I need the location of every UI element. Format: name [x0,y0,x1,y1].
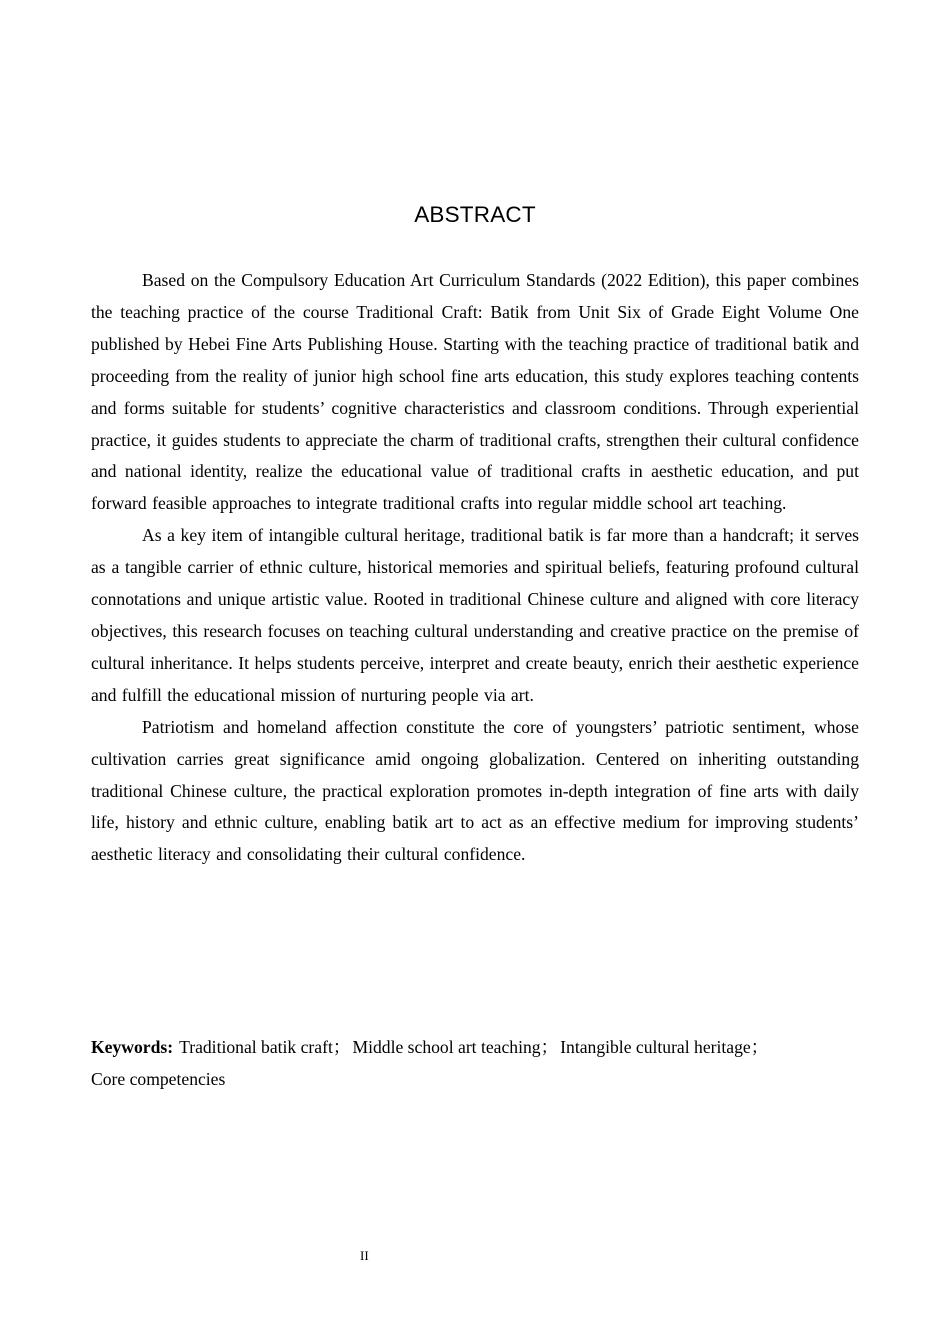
abstract-paragraph-1: Based on the Compulsory Education Art Curriculum Standards (2022 Edition), this paper combines the teaching practice of the course Traditional Craft: Batik from Unit Six of Grade Eight Volume One published by Hebei Fine Arts Publishing House. Starting with the teaching practice of traditional batik and proceeding from the reality of junior high school fine arts education, this study explores teaching contents and forms suitable for students’ cognitive characteristics and classroom conditions. Through experiential practice, it guides students to appreciate the charm of traditional crafts, strengthen their cultural confidence and national identity, realize the educational value of traditional crafts in aesthetic education, and put forward feasible approaches to integrate traditional crafts into regular middle school art teaching. [91,270,859,514]
abstract-paragraph-2: As a key item of intangible cultural heritage, traditional batik is far more than a handcraft; it serves as a tangible carrier of ethnic culture, historical memories and spiritual beliefs, featuring profound cultural connotations and unique artistic value. Rooted in traditional Chinese culture and aligned with core literacy objectives, this research focuses on teaching cultural understanding and creative practice on the premise of cultural inheritance. It helps students perceive, interpret and create beauty, enrich their aesthetic experience and fulfill the educational mission of nurturing people via art. [91,525,859,705]
abstract-body [91,265,859,871]
keyword-3: Intangible cultural heritage [560,1037,751,1057]
keywords-line [91,1031,859,1095]
page-number: II [360,1248,369,1263]
keyword-separator: ； [750,1037,769,1057]
keyword-separator: ； [540,1037,559,1057]
abstract-paragraph-3: Patriotism and homeland affection constitute the core of youngsters’ patriotic sentiment, whose cultivation carries great significance amid ongoing globalization. Centered on inheriting outstanding traditional Chinese culture, the practical exploration promotes in-depth integration of fine arts with daily life, history and ethnic culture, enabling batik art to act as an effective medium for improving students’ aesthetic literacy and consolidating their cultural confidence. [91,716,859,865]
abstract-title: ABSTRACT [414,202,536,227]
keyword-separator: ； [332,1037,351,1057]
keyword-4: Core competencies [91,1069,226,1089]
keyword-2: Middle school art teaching [352,1037,541,1057]
keywords-label: Keywords: [91,1037,174,1057]
keyword-1: Traditional batik craft [179,1037,333,1057]
